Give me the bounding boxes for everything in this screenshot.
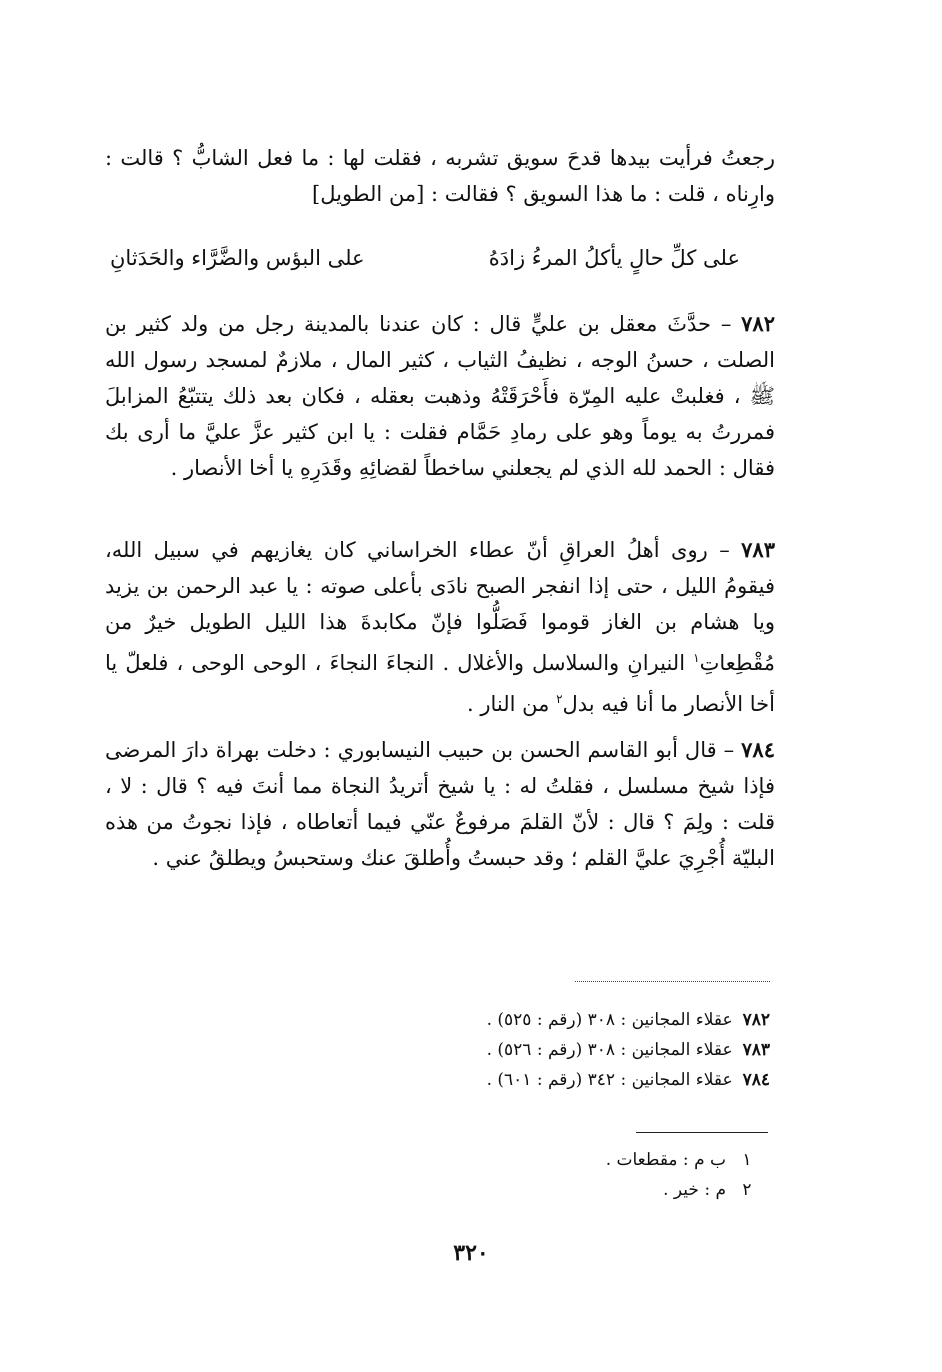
paragraph-body-cont: النيرانِ والسلاسل والأغلال . النجاءَ النجاءَ ، الوحى الوحى ، فلعلّ يا أخا الأنصار ما أنا فيه بدل <box>105 651 775 716</box>
paragraph-782 <box>105 306 775 486</box>
footnote-item <box>560 1145 760 1175</box>
source-number: ٧٨٤ <box>742 1070 770 1090</box>
poem-verse <box>110 240 740 276</box>
paragraph-number: ٧٨٤ <box>741 737 775 762</box>
paragraph-body-end: من النار . <box>467 692 557 716</box>
footnote-item <box>560 1175 760 1205</box>
paragraph-number: ٧٨٣ <box>741 537 775 562</box>
footnote-ref-2: ٢ <box>556 692 563 706</box>
paragraph-783 <box>105 532 775 722</box>
paragraph-text <box>105 532 775 722</box>
source-text: عقلاء المجانين : ٣٤٢ (رقم : ٦٠١) . <box>486 1070 733 1090</box>
footnote-number: ١ <box>742 1150 752 1170</box>
footnotes-list <box>560 1145 760 1205</box>
footnote-text: م : خير . <box>663 1180 726 1200</box>
source-item <box>430 1065 770 1095</box>
source-text: عقلاء المجانين : ٣٠٨ (رقم : ٥٢٥) . <box>486 1010 733 1030</box>
paragraph-body: – حدَّثَ معقل بن عليٍّ قال : كان عندنا بالمدينة رجل من ولد كثير بن الصلت ، حسنُ الوجه ، نظيفُ الثياب ، كثير المال ، ملازمٌ لمسجد رسول الله ﷺ ، فغلبتْ عليه المِرّة فأَحْرَقَتْهُ وذهبت بعقله ، فكان بعد ذلك يتتبّعُ المزابلَ فمررتُ به يوماً وهو على رمادِ حَمَّام فقلت : يا ابن كثير عزَّ عليَّ ما أرى بك فقال : الحمد لله الذي لم يجعلني ساخطاً لقضائِهِ وقَدَرِهِ يا أخا الأنصار . <box>105 312 775 480</box>
intro-paragraph <box>105 140 775 212</box>
source-item <box>430 1035 770 1065</box>
source-number: ٧٨٣ <box>742 1040 770 1060</box>
page-number: ٣٢٠ <box>453 1240 489 1266</box>
intro-text: رجعتُ فرأيت بيدها قدحَ سويق تشربه ، فقلت لها : ما فعل الشابُّ ؟ قالت : وارِناه ، قلت : ما هذا السويق ؟ فقالت : [من الطويل] <box>105 146 775 206</box>
paragraph-text <box>105 306 775 486</box>
footnotes-divider <box>636 1132 768 1133</box>
source-item <box>430 1005 770 1035</box>
source-number: ٧٨٢ <box>742 1010 770 1030</box>
paragraph-784 <box>105 732 775 876</box>
footnote-text: ب م : مقطعات . <box>605 1150 726 1170</box>
footnote-number: ٢ <box>742 1180 752 1200</box>
sources-list <box>430 1005 770 1095</box>
footnote-ref-1: ١ <box>693 651 700 665</box>
sources-divider <box>575 981 770 982</box>
paragraph-number: ٧٨٢ <box>741 311 775 336</box>
paragraph-body: – روى أهلُ العراقِ أنّ عطاء الخراساني كان يغازيهم في سبيل الله، فيقومُ الليل ، حتى إذا انفجر الصبح نادَى بأعلى صوته : يا عبد الرحمن بن يزيد ويا هشام بن الغاز قوموا فَصَلُّوا فإنّ مكابدةَ هذا الليل الطويل خيرٌ من مُقْطِعاتِ <box>105 538 775 675</box>
source-text: عقلاء المجانين : ٣٠٨ (رقم : ٥٢٦) . <box>486 1040 733 1060</box>
verse-hemistich-2: على البؤس والضَّرَّاء والحَدَثانِ <box>110 246 365 270</box>
verse-hemistich-1: على كلِّ حالٍ يأكلُ المرءُ زادَهُ <box>488 246 740 270</box>
paragraph-body: – قال أبو القاسم الحسن بن حبيب النيسابوري : دخلت بهراة دارَ المرضى فإذا شيخ مسلسل ، فقلتُ له : يا شيخ أتريدُ النجاة مما أنتَ فيه ؟ قال : لا ، قلت : ولِمَ ؟ قال : لأنّ القلمَ مرفوعٌ عنّي فيما أتعاطاه ، فإذا نجوتُ من هذه البليّة أُجْرِيَ عليَّ القلم ؛ وقد حبستُ وأُطلقَ عنك وستحبسُ ويطلقُ عني . <box>105 738 775 870</box>
paragraph-text <box>105 732 775 876</box>
